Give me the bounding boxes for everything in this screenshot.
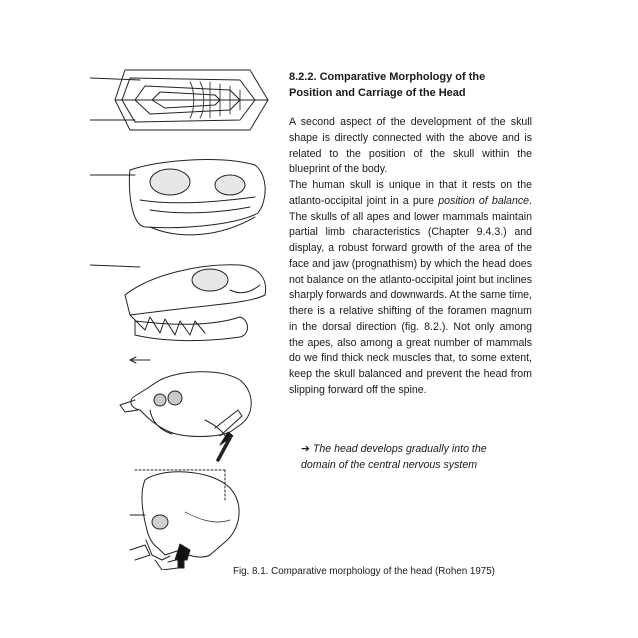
skull-drawings bbox=[90, 60, 270, 570]
fish-skull-drawing bbox=[90, 70, 268, 130]
reptile-skull-drawing bbox=[90, 265, 266, 341]
figure-caption: Fig. 8.1. Comparative morphology of the head (Rohen 1975) bbox=[233, 566, 495, 577]
arrow-right-icon: ➔ bbox=[301, 443, 310, 455]
paragraph-1: A second aspect of the development of the skull shape is directly connected with the above and is related to the position of the skull within the blueprint of the body. bbox=[289, 116, 532, 176]
summary-line2: domain of the central nervous system bbox=[301, 459, 478, 471]
paragraph-2 bbox=[289, 178, 532, 399]
figure-skull-series bbox=[90, 60, 270, 570]
summary-line1: The head develops gradually into the bbox=[312, 443, 487, 455]
human-skull-drawing bbox=[130, 470, 239, 570]
ape-skull-drawing bbox=[120, 357, 251, 460]
section-heading bbox=[289, 69, 539, 101]
body-text bbox=[289, 115, 532, 399]
summary-line1-row bbox=[301, 441, 536, 457]
amphibian-skull-drawing bbox=[90, 160, 265, 235]
paragraph-2-rest: . The skulls of all apes and lower mammals maintain partial limb characteristics (Chapter 9.4.3.) and display, a robust forward growth of the area of the face and jaw (prognathism) by which the head does not balance on the atlanto-occipital joint but inclines sharply forwards and downwards. At the same time, there is a relative shifting of the foramen magnum in the dorsal direction (fig. 8.2.). Not only among the apes, also among a great number of mammals do we find thick neck muscles that, to some extent, keep the skull balanced and prevent the head from slipping forward off the spine. bbox=[289, 194, 532, 396]
section-heading-line1: 8.2.2. Comparative Morphology of the bbox=[289, 71, 486, 83]
summary-note bbox=[301, 441, 536, 473]
paragraph-2-emphasis: position of balance bbox=[438, 194, 530, 207]
section-heading-line2: Position and Carriage of the Head bbox=[289, 87, 466, 99]
paragraph-2-start: The human skull is unique in that it rests on the atlanto-occipital joint in a pure bbox=[289, 179, 532, 207]
